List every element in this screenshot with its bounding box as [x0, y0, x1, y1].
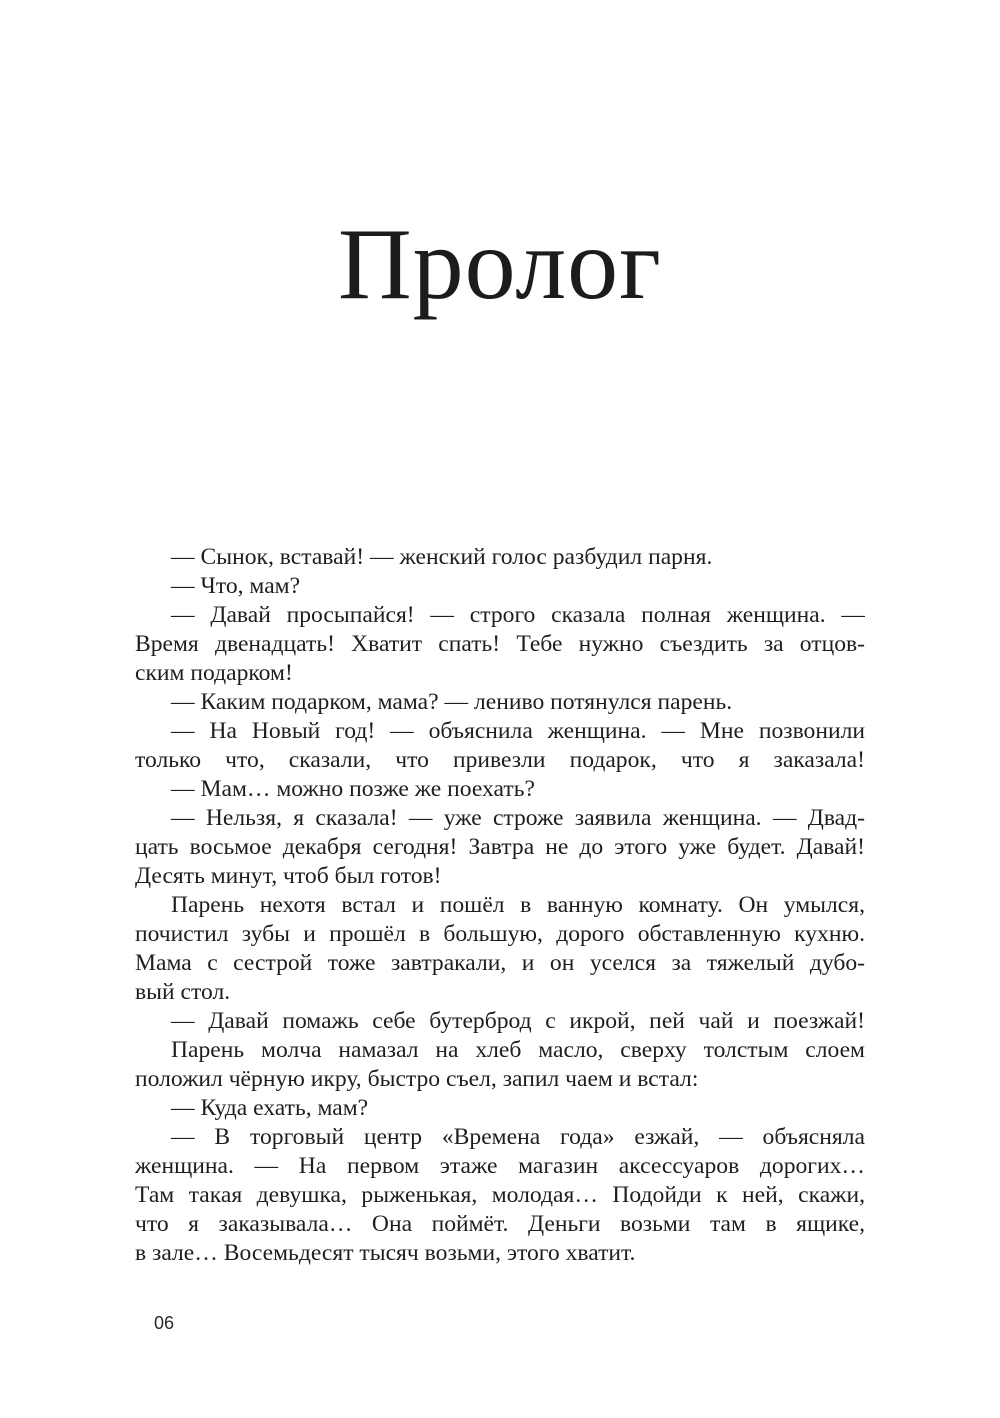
- text-line: — Сынок, вставай! — женский голос разбудил парня.: [171, 544, 713, 570]
- text-line: почистил зубы и прошёл в большую, дорого обставленную кухню.: [135, 921, 865, 947]
- page-number: 06: [154, 1313, 175, 1333]
- text-line: Парень молча намазал на хлеб масло, сверху толстым слоем: [171, 1037, 865, 1063]
- text-line: — Мам… можно позже же поехать?: [171, 776, 535, 802]
- text-line: положил чёрную икру, быстро съел, запил чаем и встал:: [135, 1066, 699, 1092]
- text-line: Парень нехотя встал и пошёл в ванную комнату. Он умылся,: [171, 892, 865, 918]
- body-text: [135, 543, 865, 1268]
- text-line: что я заказывала… Она поймёт. Деньги возьми там в ящике,: [135, 1211, 865, 1237]
- text-line: Там такая девушка, рыженькая, молодая… Подойди к ней, скажи,: [135, 1182, 865, 1208]
- text-line: Десять минут, чтоб был готов!: [135, 863, 442, 889]
- text-line: — Каким подарком, мама? — лениво потянулся парень.: [171, 689, 733, 715]
- text-line: — На Новый год! — объяснила женщина. — Мне позвонили: [171, 718, 865, 744]
- text-line: — Что, мам?: [171, 573, 301, 599]
- text-line: женщина. — На первом этаже магазин аксессуаров дорогих…: [135, 1153, 865, 1179]
- text-line: — Давай помажь себе бутерброд с икрой, пей чай и поезжай!: [171, 1008, 865, 1034]
- text-line: Мама с сестрой тоже завтракали, и он уселся за тяжелый дубо-: [135, 950, 865, 976]
- text-line: ским подарком!: [135, 660, 293, 686]
- text-line: — В торговый центр «Времена года» езжай, — объясняла: [171, 1124, 865, 1150]
- chapter-title: Пролог: [337, 208, 663, 321]
- text-line: в зале… Восемьдесят тысяч возьми, этого хватит.: [135, 1240, 636, 1266]
- text-line: вый стол.: [135, 979, 231, 1005]
- text-line: — Давай просыпайся! — строго сказала полная женщина. —: [171, 602, 865, 628]
- text-line: Время двенадцать! Хватит спать! Тебе нужно съездить за отцов-: [135, 631, 865, 657]
- text-line: — Куда ехать, мам?: [171, 1095, 369, 1121]
- text-line: только что, сказали, что привезли подарок, что я заказала!: [135, 747, 865, 773]
- text-line: цать восьмое декабря сегодня! Завтра не до этого уже будет. Давай!: [135, 834, 865, 860]
- text-line: — Нельзя, я сказала! — уже строже заявила женщина. — Двад-: [171, 805, 865, 831]
